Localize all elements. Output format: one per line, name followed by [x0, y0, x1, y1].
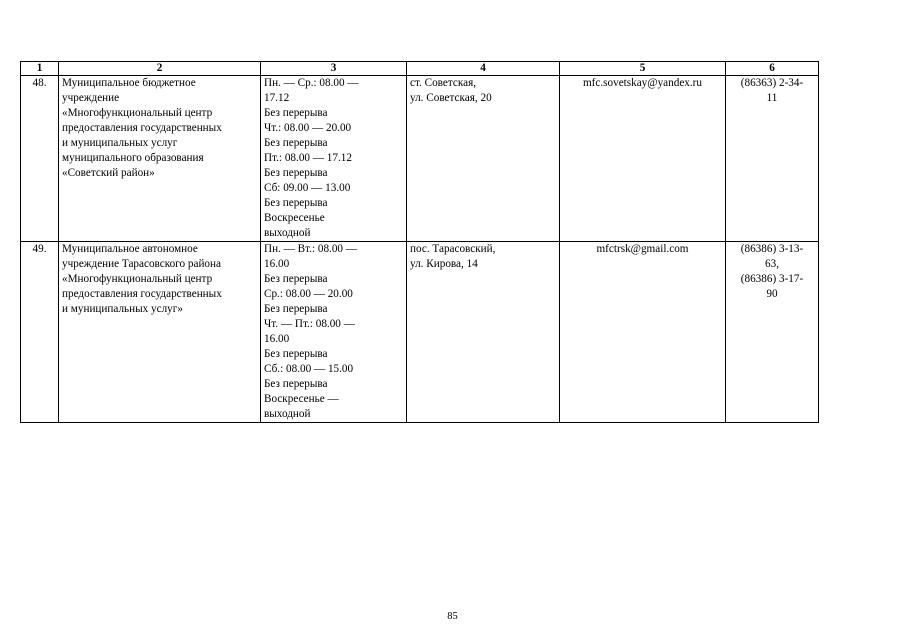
working-hours-line: Ср.: 08.00 — 20.00	[264, 288, 353, 300]
email-cell: mfc.sovetskay@yandex.ru	[560, 76, 726, 242]
phone-line: 63,	[765, 258, 779, 270]
address-line: пос. Тарасовский,	[410, 243, 496, 255]
table-body	[21, 76, 819, 423]
working-hours-line: Сб: 09.00 — 13.00	[264, 182, 351, 194]
working-hours-line: Без перерыва	[264, 167, 328, 179]
column-header: 6	[726, 62, 819, 76]
row-number-cell: 48.	[21, 76, 59, 242]
organization-name-line: учреждение	[62, 92, 120, 104]
organization-name-cell	[59, 76, 261, 242]
column-header: 5	[560, 62, 726, 76]
working-hours-line: выходной	[264, 408, 311, 420]
address-line: ул. Кирова, 14	[410, 258, 478, 270]
working-hours-line: Пт.: 08.00 — 17.12	[264, 152, 352, 164]
email-cell: mfctrsk@gmail.com	[560, 242, 726, 423]
working-hours-line: 17.12	[264, 92, 290, 104]
address-line: ул. Советская, 20	[410, 92, 492, 104]
table-row	[21, 76, 819, 242]
organization-name-line: и муниципальных услуг»	[62, 303, 183, 315]
phone-line: (86386) 3-13-	[740, 243, 804, 255]
column-header: 3	[261, 62, 407, 76]
phone-cell	[726, 242, 819, 423]
organization-name-line: «Многофункциональный центр	[62, 107, 213, 119]
working-hours-line: Сб.: 08.00 — 15.00	[264, 363, 354, 375]
working-hours-cell	[261, 242, 407, 423]
working-hours-line: Пн. — Вт.: 08.00 —	[264, 243, 358, 255]
working-hours-line: Без перерыва	[264, 273, 328, 285]
working-hours-line: 16.00	[264, 258, 290, 270]
working-hours-line: Чт. — Пт.: 08.00 —	[264, 318, 355, 330]
working-hours-cell	[261, 76, 407, 242]
organization-name-line: «Советский район»	[62, 167, 155, 179]
phone-line: 90	[766, 288, 778, 300]
table-row	[21, 242, 819, 423]
working-hours-line: Без перерыва	[264, 137, 328, 149]
column-header: 1	[21, 62, 59, 76]
working-hours-line: Пн. — Ср.: 08.00 —	[264, 77, 359, 89]
page-number: 85	[447, 611, 458, 622]
organization-name-line: и муниципальных услуг	[62, 137, 178, 149]
column-header: 4	[407, 62, 560, 76]
phone-line: (86363) 2-34-	[740, 77, 804, 89]
working-hours-line: Без перерыва	[264, 378, 328, 390]
organization-name-line: предоставления государственных	[62, 122, 222, 134]
phone-line: 11	[766, 92, 778, 104]
organization-name-line: «Многофункциональный центр	[62, 273, 213, 285]
working-hours-line: Без перерыва	[264, 303, 328, 315]
row-number-cell: 49.	[21, 242, 59, 423]
table-header-row	[21, 62, 819, 76]
organization-name-line: Муниципальное автономное	[62, 243, 198, 255]
phone-cell	[726, 76, 819, 242]
working-hours-line: Воскресенье	[264, 212, 325, 224]
working-hours-line: Воскресенье —	[264, 393, 339, 405]
column-header: 2	[59, 62, 261, 76]
organization-name-line: Муниципальное бюджетное	[62, 77, 196, 89]
working-hours-line: Без перерыва	[264, 107, 328, 119]
organization-name-cell	[59, 242, 261, 423]
working-hours-line: Чт.: 08.00 — 20.00	[264, 122, 352, 134]
working-hours-line: Без перерыва	[264, 348, 328, 360]
address-cell	[407, 242, 560, 423]
working-hours-line: 16.00	[264, 333, 290, 345]
working-hours-line: выходной	[264, 227, 311, 239]
phone-line: (86386) 3-17-	[740, 273, 804, 285]
organization-name-line: муниципального образования	[62, 152, 204, 164]
organization-name-line: учреждение Тарасовского района	[62, 258, 221, 270]
mfc-table	[20, 61, 819, 423]
working-hours-line: Без перерыва	[264, 197, 328, 209]
organization-name-line: предоставления государственных	[62, 288, 222, 300]
address-line: ст. Советская,	[410, 77, 477, 89]
address-cell	[407, 76, 560, 242]
